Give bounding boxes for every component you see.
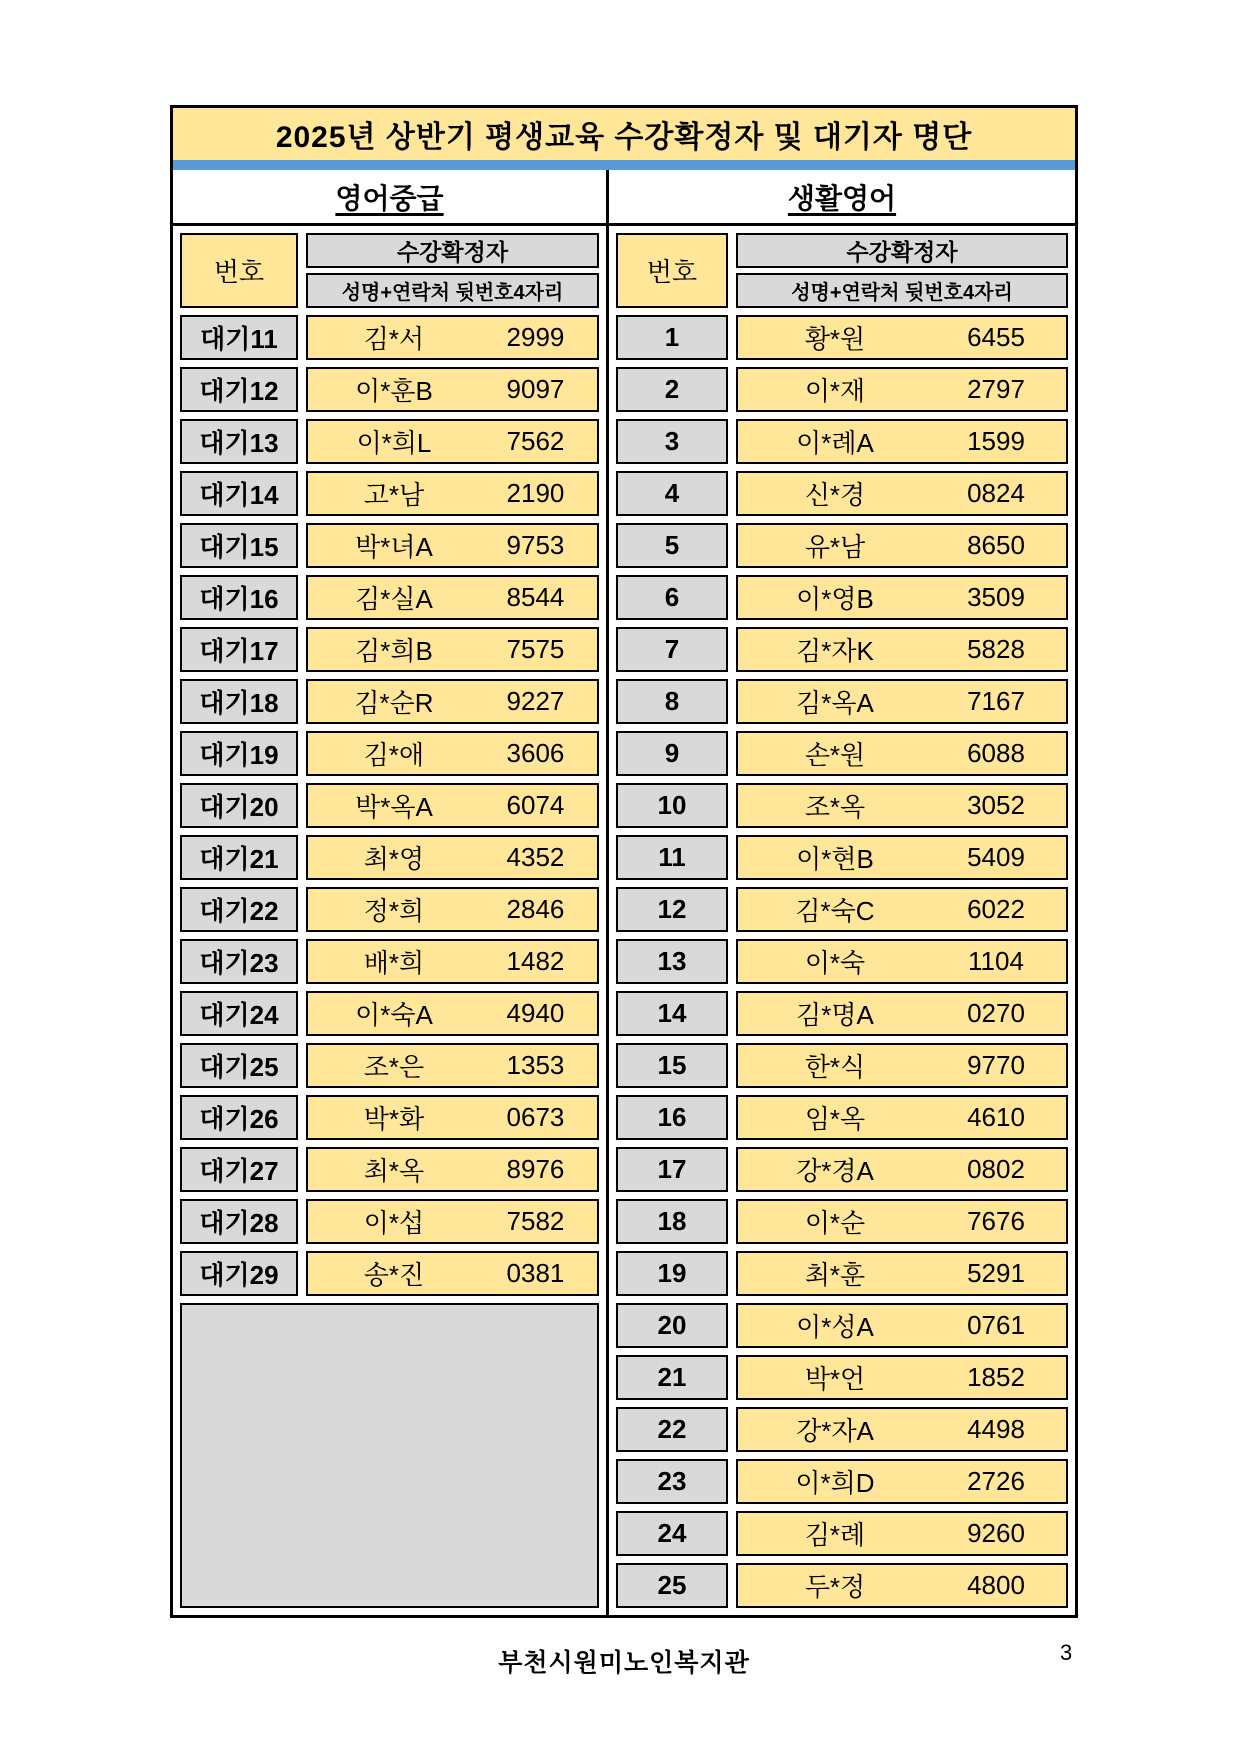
- phone-last4: 3606: [506, 738, 565, 768]
- row-name-phone-cell: [306, 1199, 599, 1244]
- masked-name: 황*원: [804, 324, 866, 354]
- row-number-cell: 대기28: [180, 1199, 298, 1244]
- table-row: [180, 367, 599, 412]
- row-name-phone-cell: [306, 731, 599, 776]
- row-number-cell: 18: [616, 1199, 728, 1244]
- row-name-phone-cell: [736, 1303, 1068, 1348]
- row-name-phone-cell: [736, 1355, 1068, 1400]
- row-number-cell: 대기26: [180, 1095, 298, 1140]
- left-course-section: [173, 170, 609, 1615]
- row-name-phone-cell: [736, 679, 1068, 724]
- masked-name: 김*희B: [355, 636, 433, 666]
- masked-name: 이*순: [804, 1208, 866, 1238]
- masked-name: 이*희D: [795, 1468, 875, 1498]
- row-name-phone-cell: [306, 367, 599, 412]
- masked-name: 강*자A: [796, 1416, 874, 1446]
- masked-name: 김*자K: [796, 636, 874, 666]
- masked-name: 김*실A: [355, 584, 433, 614]
- row-name-phone-cell: [306, 887, 599, 932]
- course-title: 생활영어: [787, 182, 897, 214]
- masked-name: 최*훈: [804, 1260, 866, 1290]
- row-number-cell: 대기12: [180, 367, 298, 412]
- row-name-phone-cell: [306, 471, 599, 516]
- phone-last4: 4352: [506, 842, 565, 872]
- phone-last4: 6455: [967, 322, 1025, 352]
- masked-name: 김*옥A: [796, 688, 874, 718]
- row-name-phone-cell: [736, 835, 1068, 880]
- masked-name: 두*정: [804, 1572, 866, 1602]
- table-row: [180, 887, 599, 932]
- phone-last4: 9097: [506, 374, 565, 404]
- row-number-cell: 4: [616, 471, 728, 516]
- row-number-cell: 대기18: [180, 679, 298, 724]
- masked-name: 김*숙C: [795, 896, 875, 926]
- phone-last4: 8976: [506, 1154, 565, 1184]
- phone-last4: 9753: [506, 530, 565, 560]
- row-number-cell: 대기24: [180, 991, 298, 1036]
- table-row: [616, 1303, 1068, 1348]
- phone-last4: 1599: [967, 426, 1025, 456]
- right-course-title-row: [609, 170, 1075, 226]
- phone-last4: 7676: [967, 1206, 1025, 1236]
- phone-last4: 7167: [967, 686, 1025, 716]
- row-number-cell: 9: [616, 731, 728, 776]
- row-number-cell: 대기13: [180, 419, 298, 464]
- confirmed-header-group: [736, 233, 1068, 308]
- masked-name: 배*희: [363, 948, 425, 978]
- phone-last4: 1852: [967, 1362, 1025, 1392]
- masked-name: 송*진: [363, 1260, 425, 1290]
- row-name-phone-cell: [736, 1095, 1068, 1140]
- left-header-row: [173, 226, 606, 308]
- footer-org-name: 부천시원미노인복지관: [498, 1649, 750, 1677]
- phone-last4: 7582: [506, 1206, 565, 1236]
- masked-name: 박*녀A: [355, 532, 433, 562]
- row-name-phone-cell: [306, 783, 599, 828]
- phone-last4: 3052: [967, 790, 1025, 820]
- row-name-phone-cell: [736, 1199, 1068, 1244]
- row-number-cell: 대기15: [180, 523, 298, 568]
- right-course-section: [609, 170, 1075, 1615]
- row-number-cell: 8: [616, 679, 728, 724]
- row-name-phone-cell: [736, 419, 1068, 464]
- phone-last4: 5828: [967, 634, 1025, 664]
- row-number-cell: 대기17: [180, 627, 298, 672]
- masked-name: 김*애: [363, 740, 425, 770]
- row-number-cell: 21: [616, 1355, 728, 1400]
- row-name-phone-cell: [736, 1147, 1068, 1192]
- row-name-phone-cell: [736, 783, 1068, 828]
- table-row: [180, 1199, 599, 1244]
- masked-name: 이*성A: [796, 1312, 874, 1342]
- masked-name: 유*남: [804, 532, 866, 562]
- table-row: [616, 887, 1068, 932]
- row-name-phone-cell: [736, 627, 1068, 672]
- row-number-cell: 6: [616, 575, 728, 620]
- confirmed-header: 수강확정자: [736, 233, 1068, 268]
- phone-last4: 2190: [506, 478, 565, 508]
- row-name-phone-cell: [736, 1563, 1068, 1608]
- masked-name: 이*숙A: [355, 1000, 433, 1030]
- row-name-phone-cell: [736, 991, 1068, 1036]
- row-number-cell: 11: [616, 835, 728, 880]
- row-name-phone-cell: [306, 1251, 599, 1296]
- masked-name: 김*순R: [354, 688, 434, 718]
- table-body: [173, 170, 1075, 1615]
- row-name-phone-cell: [736, 1407, 1068, 1452]
- masked-name: 고*남: [363, 480, 425, 510]
- page-number: 3: [1060, 1640, 1073, 1665]
- row-number-cell: 대기27: [180, 1147, 298, 1192]
- row-name-phone-cell: [306, 315, 599, 360]
- row-name-phone-cell: [736, 575, 1068, 620]
- row-number-cell: 22: [616, 1407, 728, 1452]
- row-number-cell: 대기19: [180, 731, 298, 776]
- row-name-phone-cell: [306, 523, 599, 568]
- title-accent-bar: [173, 160, 1075, 170]
- row-name-phone-cell: [306, 835, 599, 880]
- phone-last4: 0802: [967, 1154, 1025, 1184]
- row-number-cell: 3: [616, 419, 728, 464]
- table-row: [616, 367, 1068, 412]
- table-row: [616, 731, 1068, 776]
- row-number-cell: 20: [616, 1303, 728, 1348]
- table-row: [616, 627, 1068, 672]
- masked-name: 정*희: [363, 896, 425, 926]
- masked-name: 김*명A: [796, 1000, 874, 1030]
- row-number-cell: 대기29: [180, 1251, 298, 1296]
- table-row: [616, 1199, 1068, 1244]
- masked-name: 이*현B: [796, 844, 874, 874]
- row-name-phone-cell: [306, 575, 599, 620]
- table-row: [180, 1095, 599, 1140]
- confirmed-header: 수강확정자: [306, 233, 599, 268]
- row-name-phone-cell: [736, 1043, 1068, 1088]
- table-row: [616, 783, 1068, 828]
- table-row: [616, 1095, 1068, 1140]
- phone-last4: 4800: [967, 1570, 1025, 1600]
- phone-last4: 9227: [506, 686, 565, 716]
- row-name-phone-cell: [736, 471, 1068, 516]
- phone-last4: 7562: [506, 426, 565, 456]
- table-row: [616, 419, 1068, 464]
- page-title: 2025년 상반기 평생교육 수강확정자 및 대기자 명단: [173, 108, 1075, 160]
- table-row: [180, 835, 599, 880]
- phone-last4: 4610: [967, 1102, 1025, 1132]
- course-title: 영어중급: [335, 182, 444, 214]
- masked-name: 조*옥: [804, 792, 866, 822]
- phone-last4: 7575: [506, 634, 565, 664]
- row-name-phone-cell: [736, 523, 1068, 568]
- row-number-cell: 대기20: [180, 783, 298, 828]
- masked-name: 신*경: [804, 480, 866, 510]
- table-row: [180, 783, 599, 828]
- row-name-phone-cell: [736, 1511, 1068, 1556]
- masked-name: 이*훈B: [355, 376, 433, 406]
- table-row: [616, 1043, 1068, 1088]
- phone-last4: 9260: [967, 1518, 1025, 1548]
- row-name-phone-cell: [306, 627, 599, 672]
- phone-last4: 2797: [967, 374, 1025, 404]
- no-column-header: 번호: [616, 233, 728, 308]
- masked-name: 손*원: [804, 740, 866, 770]
- row-number-cell: 10: [616, 783, 728, 828]
- table-row: [180, 627, 599, 672]
- table-row: [180, 523, 599, 568]
- phone-last4: 9770: [967, 1050, 1025, 1080]
- right-rows: [609, 308, 1075, 1615]
- row-name-phone-cell: [736, 731, 1068, 776]
- table-row: [180, 1251, 599, 1296]
- row-name-phone-cell: [306, 1095, 599, 1140]
- left-course-title-row: [173, 170, 606, 226]
- masked-name: 김*서: [363, 324, 425, 354]
- phone-last4: 5291: [967, 1258, 1025, 1288]
- table-row: [180, 679, 599, 724]
- masked-name: 박*화: [363, 1104, 425, 1134]
- row-name-phone-cell: [306, 1147, 599, 1192]
- table-row: [180, 315, 599, 360]
- masked-name: 박*옥A: [355, 792, 433, 822]
- masked-name: 이*재: [804, 376, 866, 406]
- row-name-phone-cell: [306, 1043, 599, 1088]
- row-name-phone-cell: [306, 419, 599, 464]
- masked-name: 최*영: [363, 844, 425, 874]
- phone-last4: 1104: [968, 946, 1024, 976]
- name-phone-header: 성명+연락처 뒷번호4자리: [306, 273, 599, 308]
- masked-name: 조*은: [363, 1052, 425, 1082]
- phone-last4: 0381: [506, 1258, 565, 1288]
- masked-name: 박*언: [804, 1364, 866, 1394]
- masked-name: 이*숙: [804, 948, 866, 978]
- row-name-phone-cell: [736, 1459, 1068, 1504]
- table-row: [616, 1459, 1068, 1504]
- table-row: [616, 1251, 1068, 1296]
- masked-name: 임*옥: [804, 1104, 866, 1134]
- left-rows: [173, 308, 606, 1615]
- phone-last4: 4498: [967, 1414, 1025, 1444]
- row-number-cell: 12: [616, 887, 728, 932]
- masked-name: 강*경A: [796, 1156, 874, 1186]
- row-number-cell: 대기25: [180, 1043, 298, 1088]
- phone-last4: 3509: [967, 582, 1025, 612]
- phone-last4: 1482: [506, 946, 565, 976]
- row-number-cell: 1: [616, 315, 728, 360]
- row-number-cell: 16: [616, 1095, 728, 1140]
- table-row: [180, 419, 599, 464]
- name-phone-header: 성명+연락처 뒷번호4자리: [736, 273, 1068, 308]
- table-row: [616, 1355, 1068, 1400]
- row-number-cell: 17: [616, 1147, 728, 1192]
- table-row: [616, 1147, 1068, 1192]
- phone-last4: 6022: [967, 894, 1025, 924]
- phone-last4: 6074: [506, 790, 565, 820]
- row-number-cell: 15: [616, 1043, 728, 1088]
- roster-table: [170, 105, 1078, 1618]
- right-header-row: [609, 226, 1075, 308]
- table-row: [616, 1407, 1068, 1452]
- phone-last4: 2726: [967, 1466, 1025, 1496]
- masked-name: 이*례A: [796, 428, 874, 458]
- masked-name: 이*영B: [796, 584, 874, 614]
- row-number-cell: 대기22: [180, 887, 298, 932]
- row-name-phone-cell: [306, 991, 599, 1036]
- table-row: [616, 315, 1068, 360]
- phone-last4: 0270: [967, 998, 1025, 1028]
- no-column-header: 번호: [180, 233, 298, 308]
- row-name-phone-cell: [736, 887, 1068, 932]
- table-row: [616, 471, 1068, 516]
- row-number-cell: 2: [616, 367, 728, 412]
- phone-last4: 4940: [506, 998, 565, 1028]
- row-number-cell: 대기21: [180, 835, 298, 880]
- row-number-cell: 24: [616, 1511, 728, 1556]
- table-row: [616, 835, 1068, 880]
- row-number-cell: 19: [616, 1251, 728, 1296]
- phone-last4: 8544: [506, 582, 565, 612]
- phone-last4: 0761: [967, 1310, 1025, 1340]
- row-number-cell: 대기23: [180, 939, 298, 984]
- masked-name: 김*례: [804, 1520, 866, 1550]
- row-name-phone-cell: [736, 315, 1068, 360]
- table-row: [616, 1563, 1068, 1608]
- row-name-phone-cell: [736, 1251, 1068, 1296]
- phone-last4: 0673: [506, 1102, 565, 1132]
- table-row: [180, 939, 599, 984]
- masked-name: 한*식: [804, 1052, 866, 1082]
- masked-name: 이*섭: [363, 1208, 425, 1238]
- phone-last4: 2846: [506, 894, 565, 924]
- table-row: [180, 731, 599, 776]
- phone-last4: 0824: [967, 478, 1025, 508]
- row-number-cell: 대기16: [180, 575, 298, 620]
- row-number-cell: 14: [616, 991, 728, 1036]
- phone-last4: 1353: [506, 1050, 565, 1080]
- table-row: [616, 523, 1068, 568]
- table-row: [180, 575, 599, 620]
- row-name-phone-cell: [736, 367, 1068, 412]
- phone-last4: 5409: [967, 842, 1025, 872]
- table-row: [616, 991, 1068, 1036]
- masked-name: 최*옥: [363, 1156, 425, 1186]
- row-name-phone-cell: [736, 939, 1068, 984]
- row-number-cell: 5: [616, 523, 728, 568]
- table-row: [180, 1147, 599, 1192]
- table-row: [616, 1511, 1068, 1556]
- masked-name: 이*희L: [356, 428, 432, 458]
- row-name-phone-cell: [306, 939, 599, 984]
- row-number-cell: 13: [616, 939, 728, 984]
- confirmed-header-group: [306, 233, 599, 308]
- row-number-cell: 23: [616, 1459, 728, 1504]
- row-number-cell: 대기14: [180, 471, 298, 516]
- table-row: [616, 939, 1068, 984]
- phone-last4: 6088: [967, 738, 1025, 768]
- row-name-phone-cell: [306, 679, 599, 724]
- table-row: [616, 679, 1068, 724]
- table-row: [180, 991, 599, 1036]
- row-number-cell: 7: [616, 627, 728, 672]
- phone-last4: 2999: [506, 322, 565, 352]
- row-number-cell: 대기11: [180, 315, 298, 360]
- phone-last4: 8650: [967, 530, 1025, 560]
- table-row: [180, 1043, 599, 1088]
- empty-gray-area: [180, 1303, 599, 1608]
- table-row: [180, 471, 599, 516]
- row-number-cell: 25: [616, 1563, 728, 1608]
- table-row: [616, 575, 1068, 620]
